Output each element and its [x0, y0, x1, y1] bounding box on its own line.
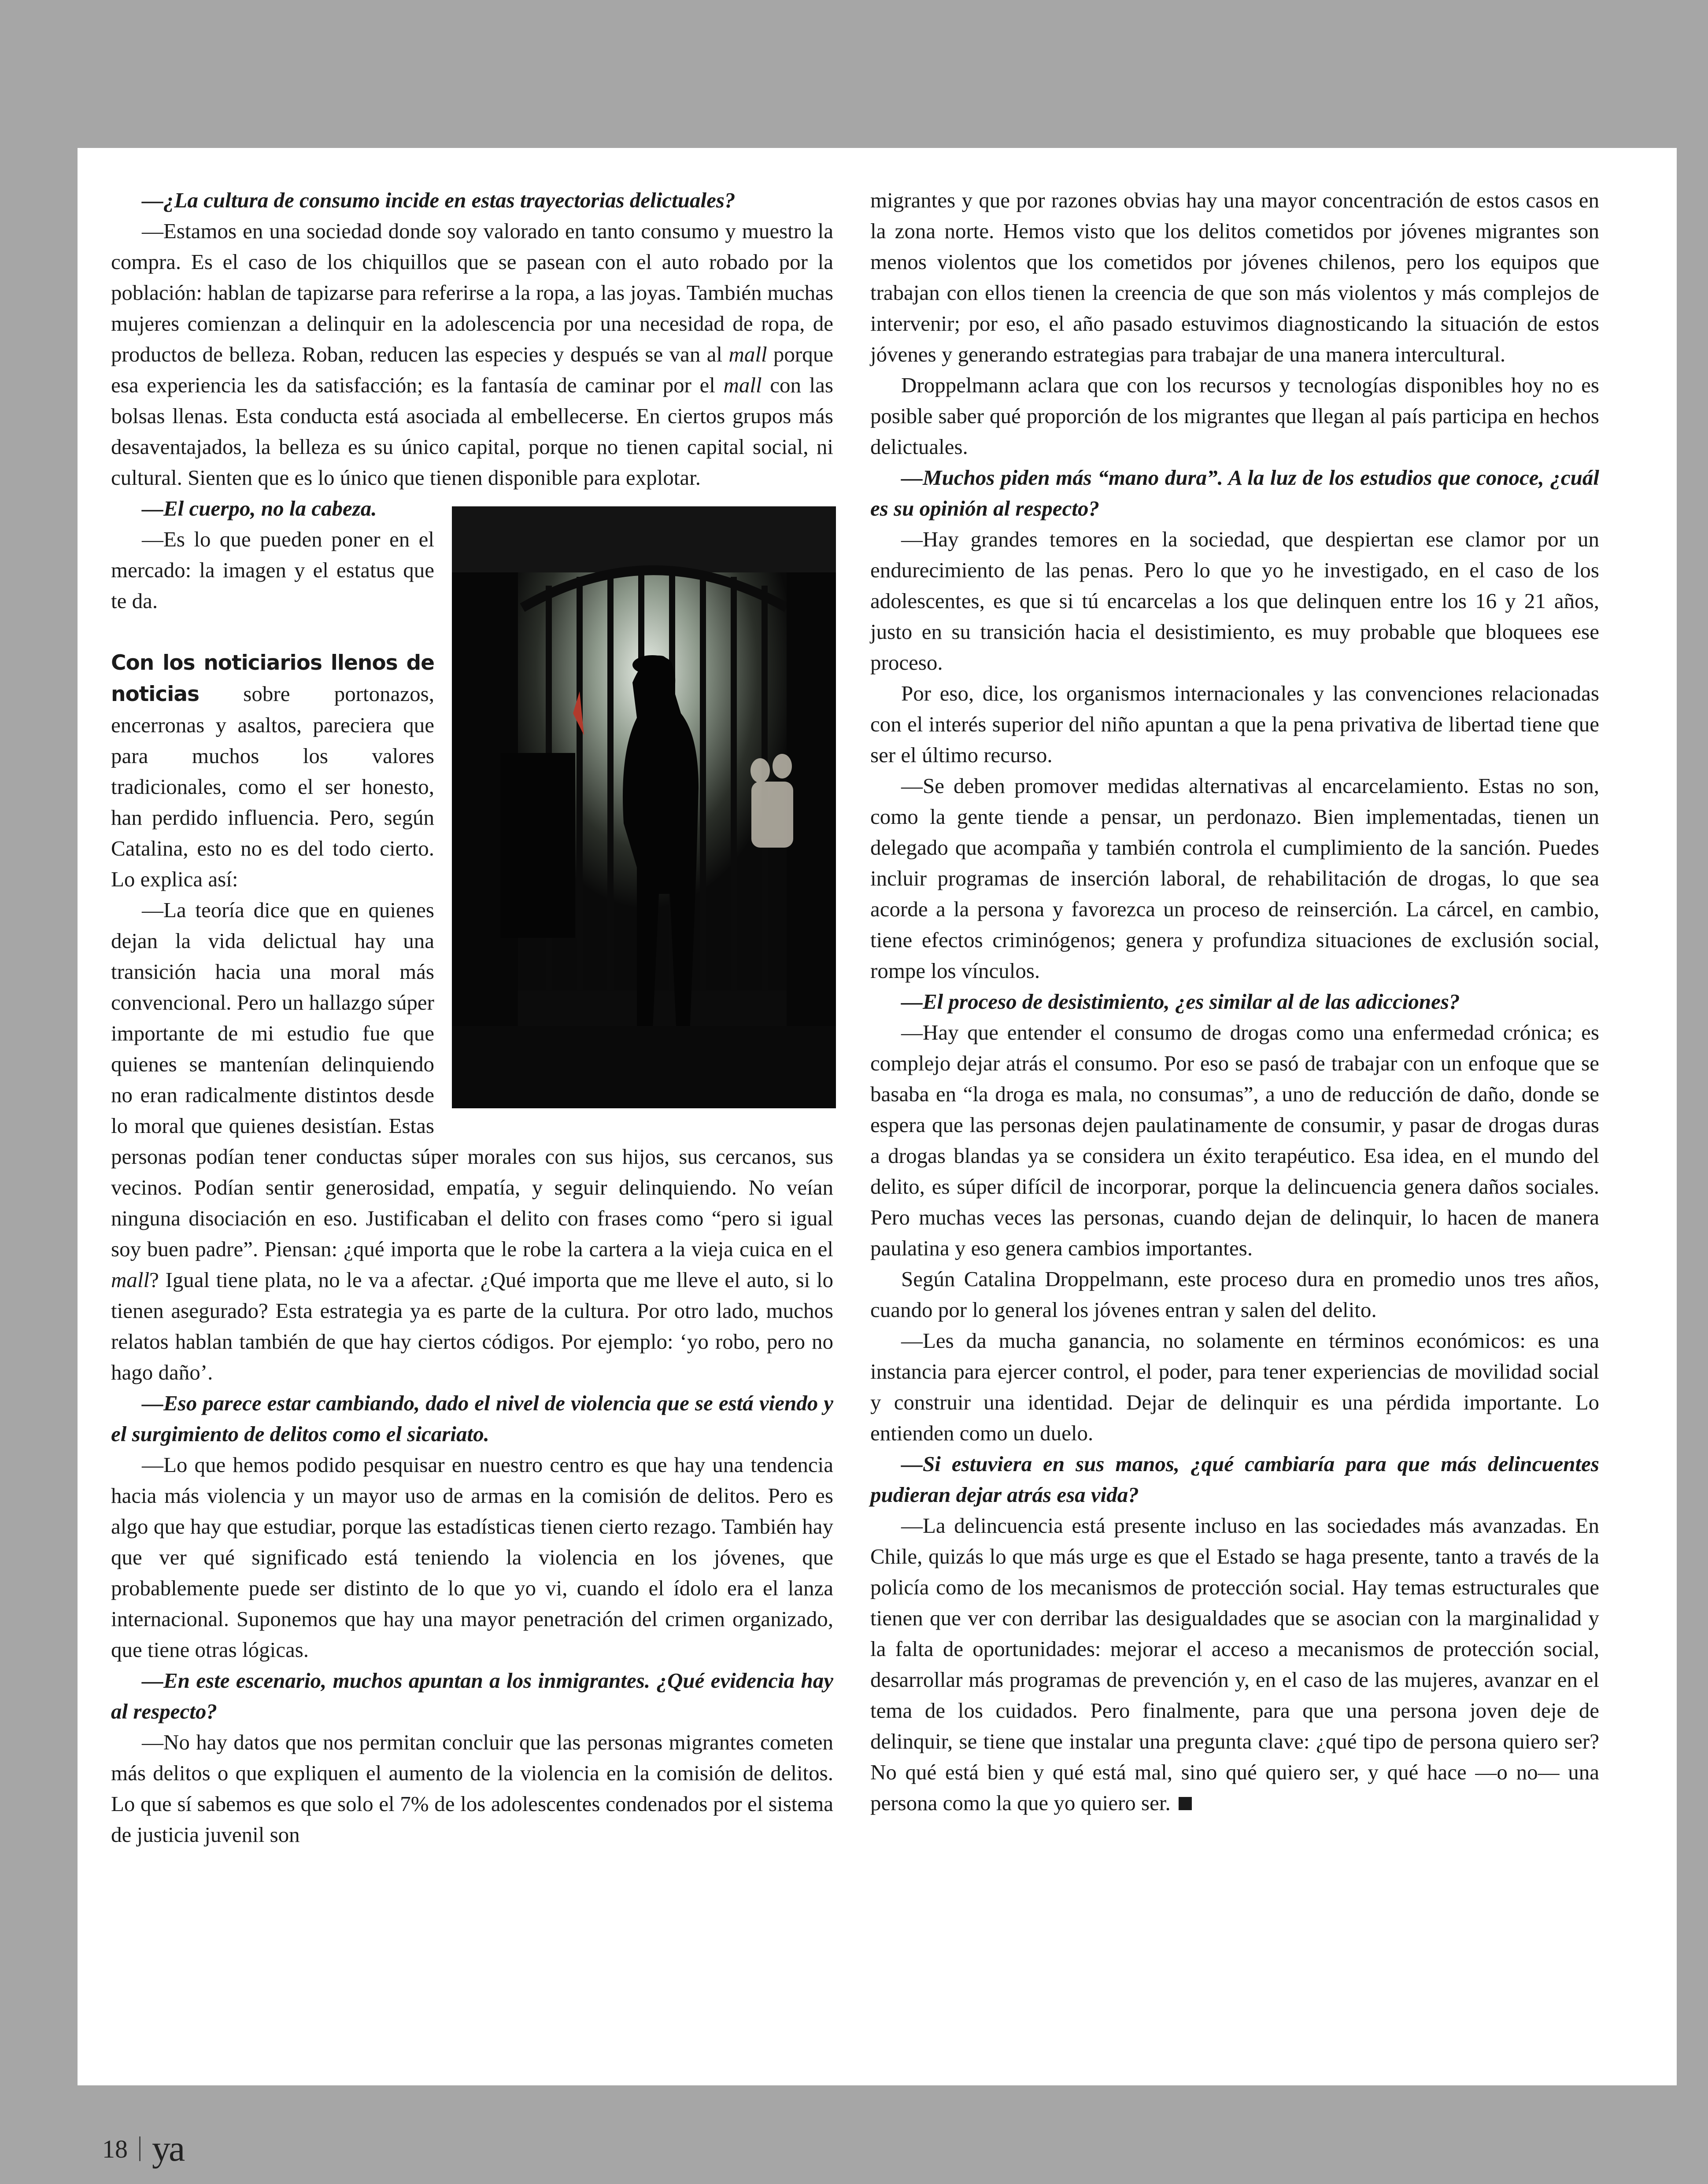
page-footer [102, 2130, 183, 2167]
prison-photo [452, 506, 836, 1108]
magazine-page [78, 148, 1677, 2085]
interview-answer: —Les da mucha ganancia, no solamente en términos económicos: es una instancia para ejercer control, el poder, para tener experiencias de movilidad social y construir una identidad. Dejar de delinquir es una pérdida importante. Lo entienden como un duelo. [870, 1328, 1599, 1445]
left-column [111, 185, 833, 1850]
interview-answer: —La delincuencia está presente incluso en las sociedades más avanzadas. En Chile, quizás lo que más urge es que el Estado se haga presente, tanto a través de la policía como de los mecanismos de protección social. Hay temas estructurales que tienen que ver con derribar las desigualdades que se asocian con la marginalidad y la falta de oportunidades: mejorar el acceso a mecanismos de protección social, desarrollar más programas de prevención y, en el caso de las mujeres, avanzar en el tema de los cuidados. Pero finalmente, para que una persona joven deje de delinquir, se tiene que instalar una pregunta clave: ¿qué tipo de persona quiero ser? No qué está bien y qué está mal, sino qué quiero ser, y qué hace —o no— una persona como la que yo quiero ser. [870, 1513, 1599, 1815]
interview-question: —Si estuviera en sus manos, ¿qué cambiaría para que más delincuentes pudieran dejar atrás esa vida? [870, 1452, 1599, 1507]
prison-corridor-image [452, 506, 836, 1108]
end-square-icon [1179, 1797, 1192, 1810]
interview-question: —Muchos piden más “mano dura”. A la luz de los estudios que conoce, ¿cuál es su opinión al respecto? [870, 465, 1599, 520]
narrative-paragraph: Droppelmann aclara que con los recursos y tecnologías disponibles hoy no es posible saber qué proporción de los migrantes que llegan al país participa en hechos delictuales. [870, 373, 1599, 459]
interview-question: —En este escenario, muchos apuntan a los inmigrantes. ¿Qué evidencia hay al respecto? [111, 1668, 833, 1723]
footer-divider [139, 2136, 140, 2161]
narrative-paragraph: Según Catalina Droppelmann, este proceso dura en promedio unos tres años, cuando por lo general los jóvenes entran y salen del delito. [870, 1267, 1599, 1322]
interview-question: —¿La cultura de consumo incide en estas trayectorias delictuales? [142, 188, 736, 212]
interview-question: —El proceso de desistimiento, ¿es similar al de las adicciones? [901, 989, 1460, 1014]
interview-answer: —No hay datos que nos permitan concluir que las personas migrantes cometen más delitos o que expliquen el aumento de la violencia en la comisión de delitos. Lo que sí sabemos es que solo el 7% de los adolescentes condenados por el sistema de justicia juvenil son [111, 1730, 833, 1847]
interview-answer: —Estamos en una sociedad donde soy valorado en tanto consumo y muestro la compra. Es el caso de los chiquillos que se pasean con el auto robado por la población: hablan de tapizarse para referirse a la ropa, a las joyas. También muchas mujeres comienzan a delinquir en la adolescencia por una necesidad de ropa, de productos de belleza. Roban, reducen las especies y después se van al mall porque esa experiencia les da satisfacción; es la fantasía de caminar por el mall con las bolsas llenas. Esta conducta está asociada al embellecerse. En ciertos grupos más desaventajados, la belleza es su único capital, porque no tienen capital social, ni cultural. Sienten que es lo único que tienen disponible para explotar. [111, 219, 834, 490]
interview-answer-continued: migrantes y que por razones obvias hay una mayor concentración de estos casos en la zona norte. Hemos visto que los delitos cometidos por jóvenes migrantes son menos violentos que los cometidos por jóvenes chilenos, pero los equipos que trabajan con ellos tienen la creencia de que son más violentos y más complejos de intervenir; por eso, el año pasado estuvimos diagnosticando la situación de estos jóvenes y generando estrategias para trabajar de una manera intercultural. [870, 188, 1599, 366]
lead-in: Con los noticiarios llenos de noticias [111, 651, 434, 706]
interview-question: —Eso parece estar cambiando, dado el nivel de violencia que se está viendo y el surgimiento de delitos como el sicariato. [111, 1391, 833, 1446]
page-number: 18 [102, 2134, 128, 2163]
right-column [870, 185, 1599, 1819]
narrative-paragraph: Por eso, dice, los organismos internacionales y las convenciones relacionadas con el interés superior del niño apuntan a que la pena privativa de libertad tiene que ser el último recurso. [870, 681, 1599, 767]
interview-answer: —Lo que hemos podido pesquisar en nuestro centro es que hay una tendencia hacia más violencia y un mayor uso de armas en la comisión de delitos. Pero es algo que hay que estudiar, porque las estadísticas tienen cierto rezago. También hay que ver qué significado está teniendo la violencia en los jóvenes, que probablemente puede ser distinto de lo que yo vi, cuando el ídolo era el lanza internacional. Suponemos que hay una mayor penetración del crimen organizado, que tiene otras lógicas. [111, 1453, 833, 1662]
interview-answer: —Hay que entender el consumo de drogas como una enfermedad crónica; es complejo dejar atrás el consumo. Por eso se pasó de trabajar con un enfoque que se basaba en “la droga es mala, no consumas”, a uno de reducción de daño, donde se espera que las personas dejen paulatinamente de consumir, y pasar de drogas duras a drogas blandas ya se considera un éxito terapéutico. Esa idea, en el mundo del delito, es súper difícil de incorporar, porque la delincuencia genera daños sociales. Pero muchas veces las personas, cuando dejan de delinquir, lo hacen de manera paulatina y eso genera cambios importantes. [870, 1020, 1599, 1260]
interview-answer: —Hay grandes temores en la sociedad, que despiertan ese clamor por un endurecimiento de las penas. Pero lo que yo he investigado, en el caso de los adolescentes, es que si tú encarcelas a los que delinquen entre los 16 y 21 años, justo en su transición hacia el desistimiento, es muy probable que bloquees ese proceso. [870, 527, 1599, 675]
narrative-paragraph: Con los noticiarios llenos de noticias sobre portonazos, encerronas y asaltos, pareciera que para muchos los valores tradicionales, como el ser honesto, han perdido influencia. Pero, según Catalina, esto no es del todo cierto. Lo explica así: [111, 651, 434, 891]
magazine-logo: ya [152, 2128, 184, 2169]
interview-answer: —Es lo que pueden poner en el mercado: la imagen y el estatus que te da. [111, 527, 434, 613]
interview-question: —El cuerpo, no la cabeza. [142, 496, 377, 520]
interview-answer: —Se deben promover medidas alternativas al encarcelamiento. Estas no son, como la gente tiende a pensar, un perdonazo. Bien implementadas, tienen un delegado que acompaña y también controla el cumplimiento de la sanción. Puedes incluir programas de inserción laboral, de rehabilitación de drogas, lo que sea acorde a la persona y favorezca un proceso de reinserción. La cárcel, en cambio, tiene efectos criminógenos; genera y profundiza situaciones de exclusión social, rompe los vínculos. [870, 774, 1599, 983]
interview-answer: —La teoría dice que en quienes dejan la vida delictual hay una transición hacia una moral más convencional. Pero un hallazgo súper importante de mi estudio fue que quienes se mantenían delinquiendo no eran radicalmente distintos desde lo moral que quienes desistían. Estas personas podían tener conductas súper morales con sus hijos, sus cercanos, sus vecinos. Podían sentir generosidad, empatía, y seguir delinquiendo. No veían ninguna disociación en eso. Justificaban el delito con frases como “pero si igual soy buen padre”. Piensan: ¿qué importa que le robe la cartera a la vieja cuica en el mall? Igual tiene plata, no le va a afectar. ¿Qué importa que me lleve el auto, si lo tienen asegurado? Esta estrategia ya es parte de la cultura. Por otro lado, muchos relatos hablan también de que hay ciertos códigos. Por ejemplo: ‘yo robo, pero no hago daño’. [111, 898, 833, 1384]
